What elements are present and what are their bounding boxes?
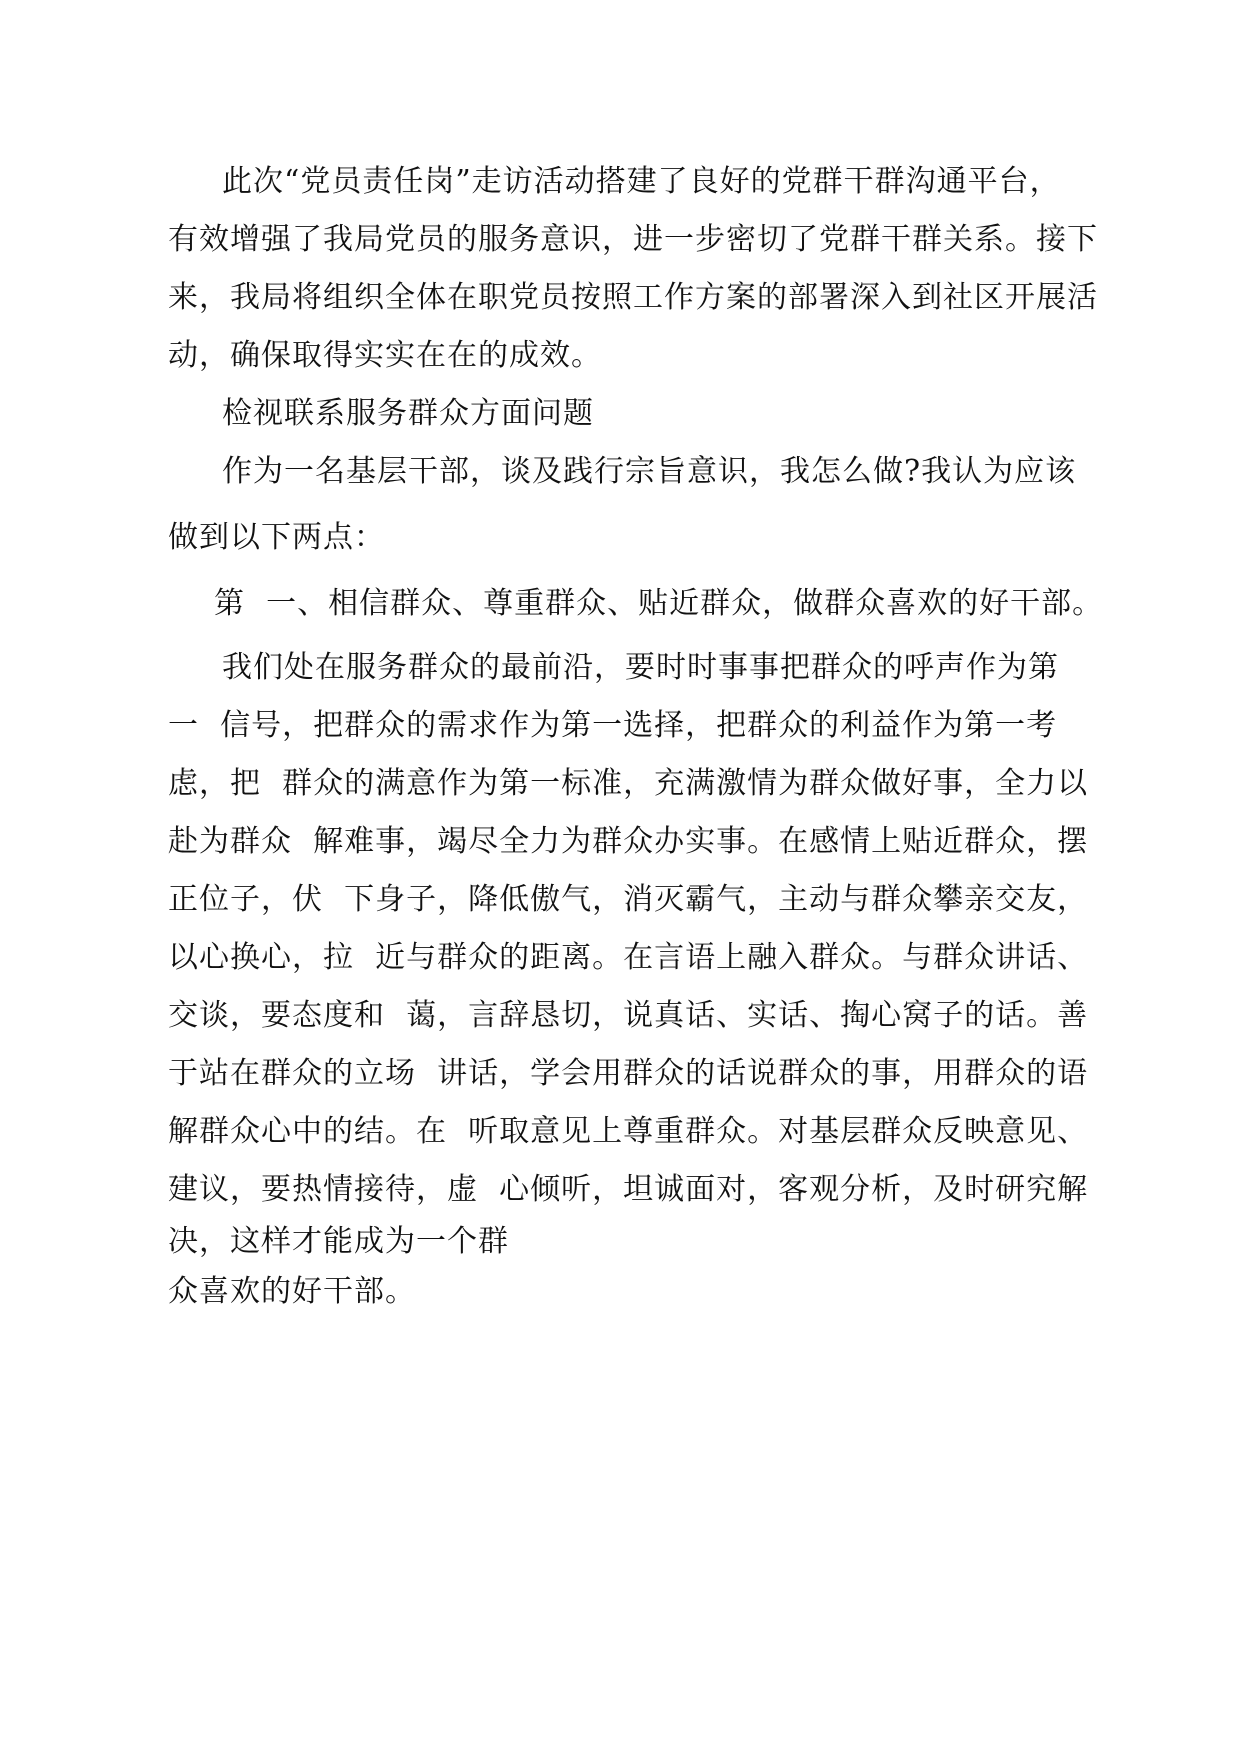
text-line: 正位子，伏 下身子，降低傲气，消灭霸气，主动与群众攀亲交友， (168, 882, 1089, 917)
text-line: 虑，把 群众的满意作为第一标准，充满激情为群众做好事，全力以 (168, 766, 1089, 801)
text-line: 作为一名基层干部，谈及践行宗旨意识，我怎么做?我认为应该 (222, 454, 1077, 489)
text-line: 以心换心，拉 近与群众的距离。在言语上融入群众。与群众讲话、 (168, 940, 1089, 975)
section-heading: 检视联系服务群众方面问题 (222, 396, 594, 431)
text-line: 决，这样才能成为一个群 (168, 1224, 509, 1259)
text-line: 众喜欢的好干部。 (168, 1274, 416, 1309)
text-line: 来，我局将组织全体在职党员按照工作方案的部署深入到社区开展活 (168, 280, 1098, 315)
text-line: 建议，要热情接待，虚 心倾听，坦诚面对，客观分析，及时研究解 (168, 1172, 1089, 1207)
text-line: 于站在群众的立场 讲话，学会用群众的话说群众的事，用群众的语 (168, 1056, 1089, 1091)
text-line: 解群众心中的结。在 听取意见上尊重群众。对基层群众反映意见、 (168, 1114, 1089, 1149)
text-line: 做到以下两点： (168, 520, 385, 555)
text-line: 一 信号，把群众的需求作为第一选择，把群众的利益作为第一考 (168, 708, 1058, 743)
point-heading: 第 一、相信群众、尊重群众、贴近群众，做群众喜欢的好干部。 (214, 586, 1104, 621)
text-line: 有效增强了我局党员的服务意识，进一步密切了党群干群关系。接下 (168, 222, 1098, 257)
text-line: 此次“党员责任岗”走访活动搭建了良好的党群干群沟通平台， (222, 164, 1061, 199)
text-line: 赴为群众 解难事，竭尽全力为群众办实事。在感情上贴近群众，摆 (168, 824, 1089, 859)
text-line: 交谈，要态度和 蔼，言辞恳切，说真话、实话、掏心窝子的话。善 (168, 998, 1089, 1033)
text-line: 我们处在服务群众的最前沿，要时时事事把群众的呼声作为第 (222, 650, 1059, 685)
text-line: 动，确保取得实实在在的成效。 (168, 338, 602, 373)
